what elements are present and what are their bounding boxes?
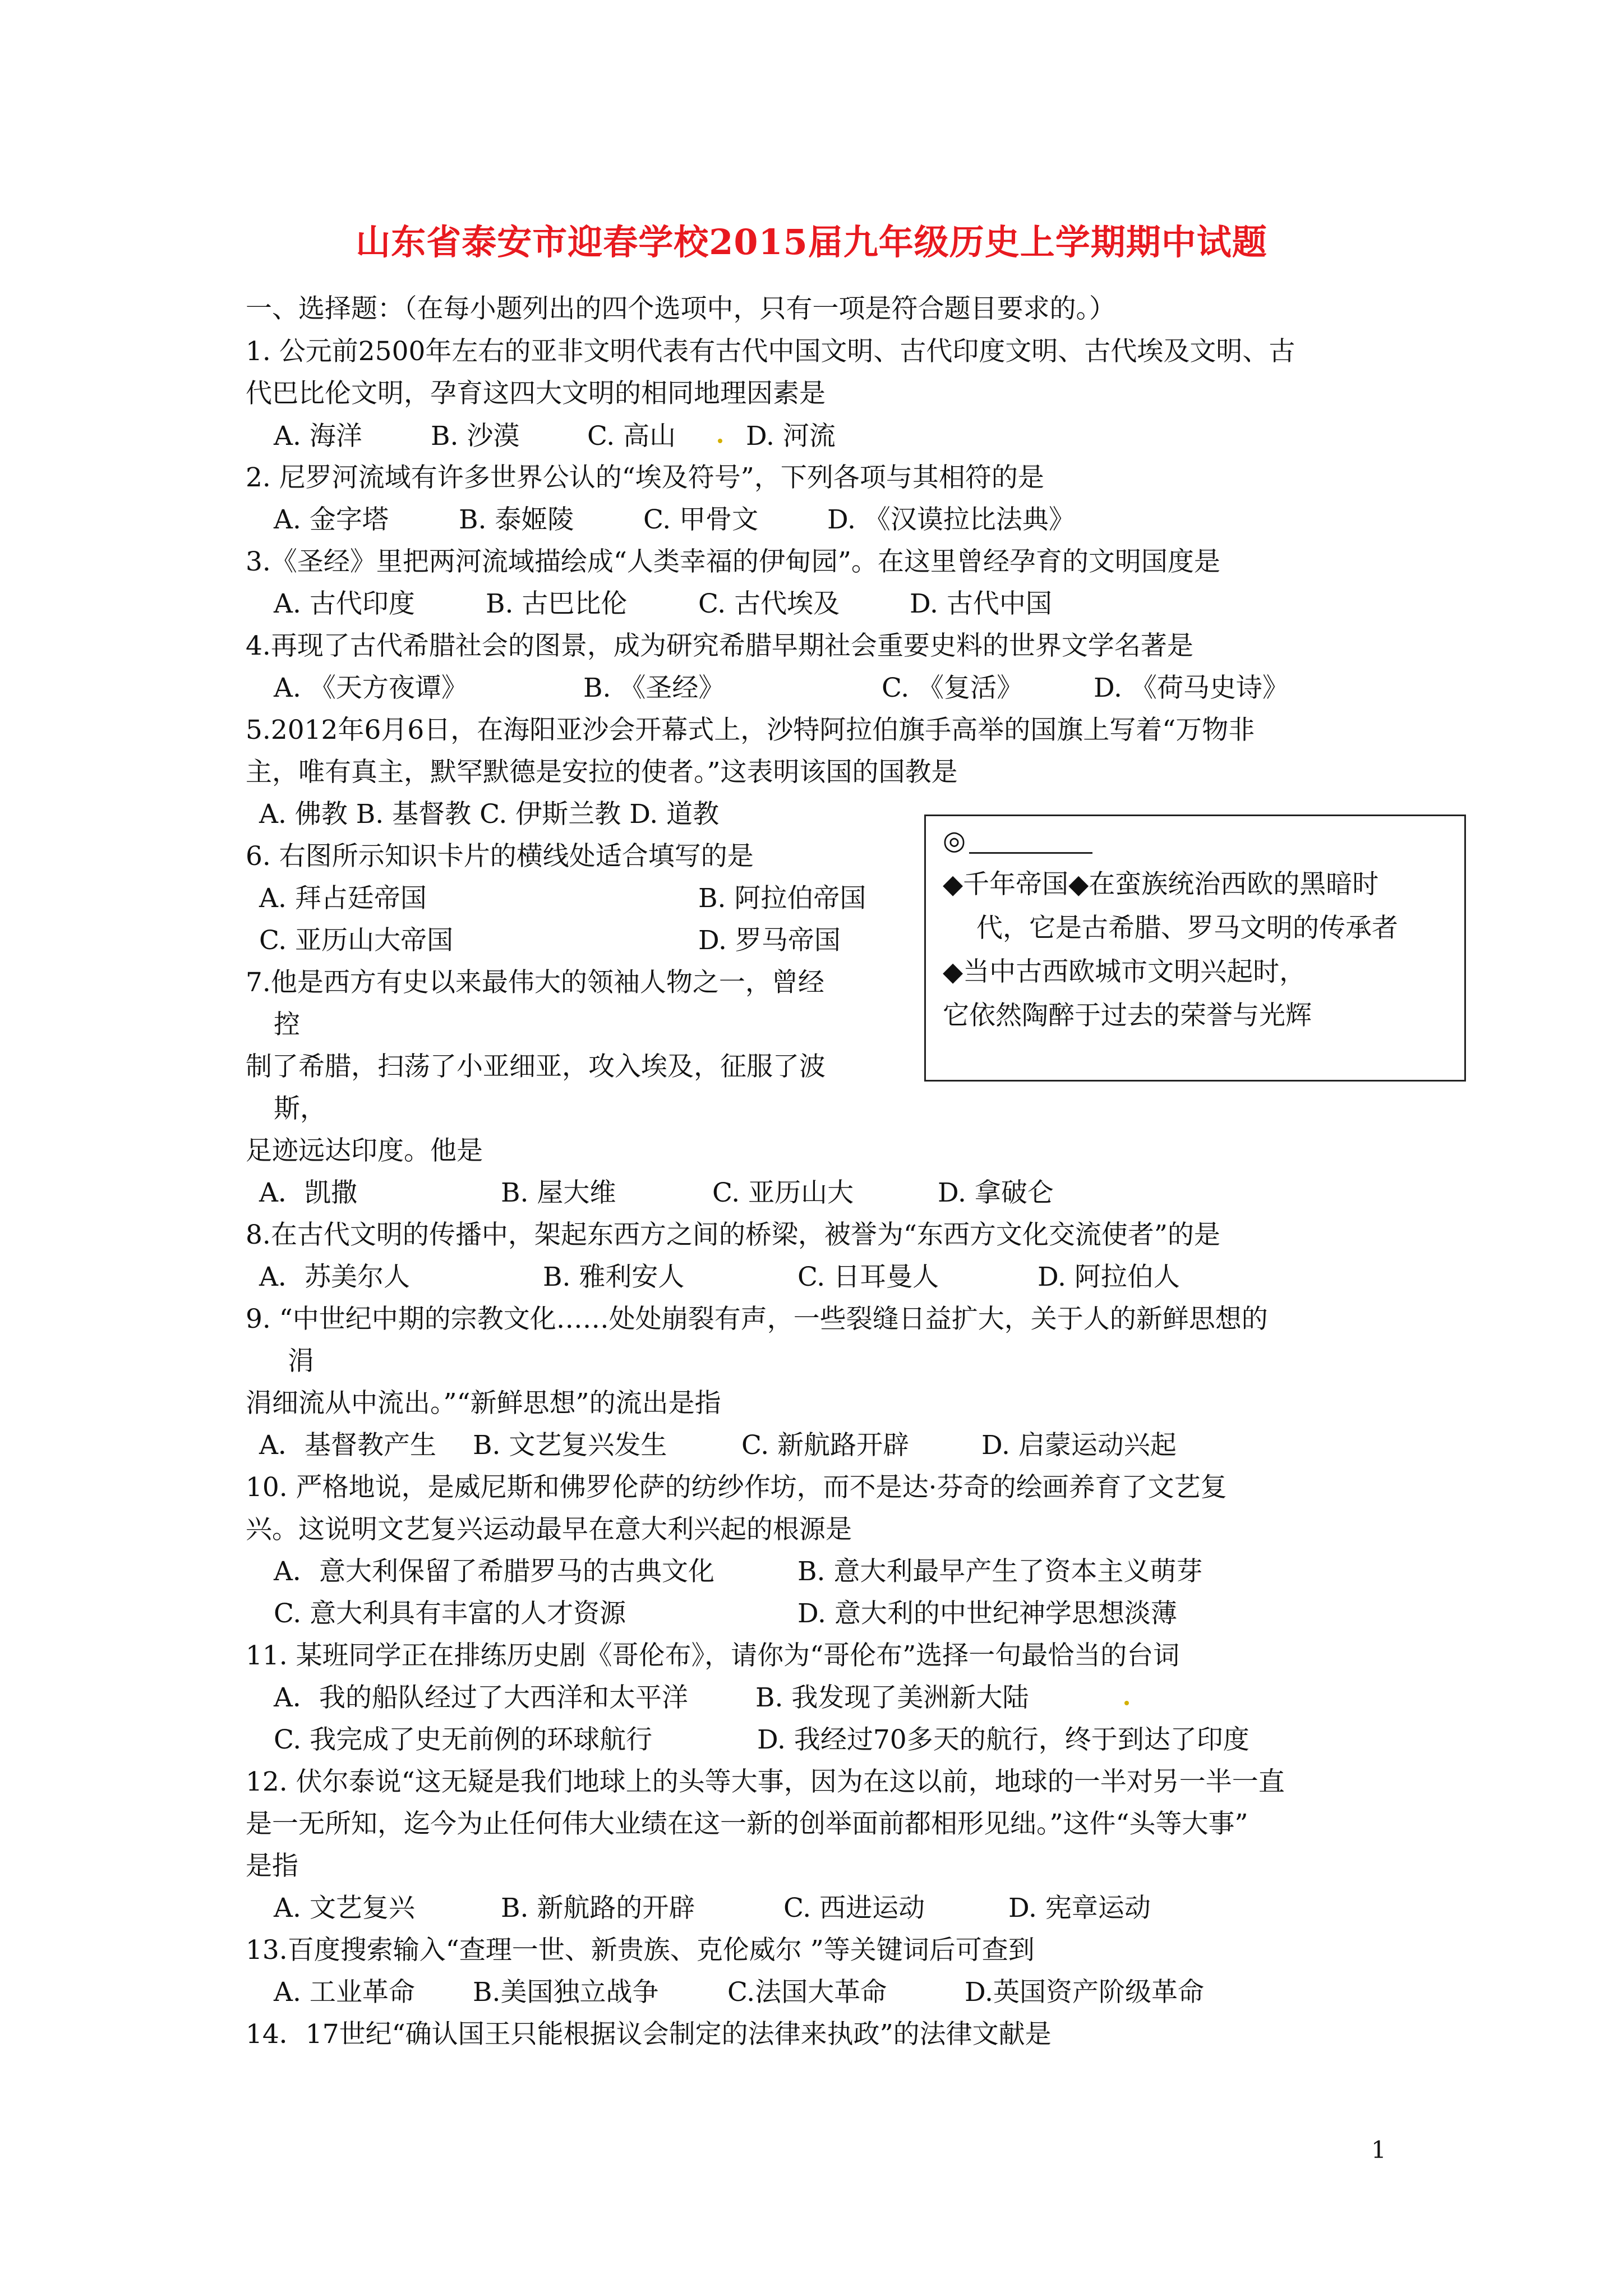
page-number: 1 [1371, 2136, 1386, 2164]
q10-option-c: C. 意大利具有丰富的人才资源 [274, 1598, 626, 1629]
question-12-line-2: 是一无所知，迄今为止任何伟大业绩在这一新的创举面前都相形见绌。”这件“头等大事” [246, 1809, 1248, 1839]
q12-option-b: B. 新航路的开辟 [501, 1893, 695, 1924]
question-1-line-2: 代巴比伦文明，孕育这四大文明的相同地理因素是 [246, 378, 826, 409]
q13-option-b: B.美国独立战争 [473, 1977, 659, 2008]
q8-option-d: D. 阿拉伯人 [1038, 1262, 1180, 1292]
question-14-line-1: 14．17世纪“确认国王只能根据议会制定的法律来执政”的法律文献是 [246, 2019, 1052, 2050]
question-12-line-3: 是指 [246, 1851, 298, 1881]
q12-option-d: D. 宪章运动 [1008, 1893, 1151, 1924]
question-10-line-2: 兴。这说明文艺复兴运动最早在意大利兴起的根源是 [246, 1514, 852, 1545]
question-1-line-1: 1. 公元前2500年左右的亚非文明代表有古代中国文明、古代印度文明、古代埃及文明、古 [246, 336, 1295, 367]
question-13-line-1: 13.百度搜索输入“查理一世、新贵族、克伦威尔 ”等关键词后可查到 [246, 1935, 1035, 1966]
question-7-line-1-wrap: 控 [274, 1009, 300, 1040]
q6-option-b: B. 阿拉伯帝国 [698, 883, 866, 914]
q1-option-d: D. 河流 [746, 421, 836, 452]
q9-option-c: C. 新航路开辟 [741, 1430, 910, 1461]
q1-option-c: C. 高山 [587, 421, 676, 452]
stray-dot-mark [718, 439, 722, 443]
q2-option-a: A. 金字塔 [274, 504, 389, 535]
q7-option-a: A．凯撒 [259, 1177, 357, 1208]
q11-option-c: C. 我完成了史无前例的环球航行 [274, 1724, 653, 1755]
q7-option-d: D. 拿破仑 [938, 1177, 1054, 1208]
q2-option-d: D. 《汉谟拉比法典》 [827, 504, 1075, 535]
knowledge-card [924, 815, 1466, 1082]
card-line-2: 代，它是古希腊、罗马文明的传承者 [976, 913, 1398, 944]
q8-option-c: C. 日耳曼人 [797, 1262, 939, 1292]
q10-option-b: B. 意大利最早产生了资本主义萌芽 [797, 1556, 1203, 1587]
q12-option-a: A. 文艺复兴 [274, 1893, 415, 1924]
q6-option-d: D. 罗马帝国 [698, 925, 841, 956]
question-9-line-2: 涓细流从中流出。”“新鲜思想”的流出是指 [246, 1388, 721, 1419]
q3-option-a: A. 古代印度 [274, 588, 415, 619]
question-9-line-1-wrap: 涓 [288, 1346, 314, 1377]
q5-options: A. 佛教 B. 基督教 C. 伊斯兰教 D. 道教 [259, 799, 720, 830]
q13-option-c: C.法国大革命 [727, 1977, 887, 2008]
card-heading: ◎ [943, 824, 1092, 858]
question-12-line-1: 12. 伏尔泰说“这无疑是我们地球上的头等大事，因为在这以前，地球的一半对另一半一直 [246, 1766, 1285, 1797]
question-5-line-2: 主，唯有真主，默罕默德是安拉的使者。”这表明该国的国教是 [246, 757, 958, 788]
question-7-line-3: 足迹远达印度。他是 [246, 1135, 483, 1166]
q2-option-b: B. 泰姬陵 [459, 504, 574, 535]
q8-option-a: A．苏美尔人 [259, 1262, 410, 1292]
q9-option-a: A．基督教产生 [259, 1430, 436, 1461]
q11-option-d: D. 我经过70多天的航行，终于到达了印度 [757, 1724, 1249, 1755]
question-11-line-1: 11. 某班同学正在排练历史剧《哥伦布》，请你为“哥伦布”选择一句最恰当的台词 [246, 1640, 1180, 1671]
question-5-line-1: 5.2012年6月6日，在海阳亚沙会开幕式上，沙特阿拉伯旗手高举的国旗上写着“万物非 [246, 715, 1255, 746]
card-line-3: ◆当中古西欧城市文明兴起时， [943, 956, 1306, 987]
question-4-line-1: 4.再现了古代希腊社会的图景，成为研究希腊早期社会重要史料的世界文学名著是 [246, 631, 1193, 661]
q13-option-d: D.英国资产阶级革命 [965, 1977, 1204, 2008]
question-7-line-2-wrap: 斯， [274, 1093, 326, 1124]
q10-option-d: D. 意大利的中世纪神学思想淡薄 [797, 1598, 1177, 1629]
section-header: 一、选择题：（在每小题列出的四个选项中，只有一项是符合题目要求的。） [246, 293, 1115, 324]
q4-option-c: C. 《复活》 [882, 673, 1023, 703]
q8-option-b: B. 雅利安人 [543, 1262, 685, 1292]
question-10-line-1: 10. 严格地说，是威尼斯和佛罗伦萨的纺纱作坊，而不是达·芬奇的绘画养育了文艺复 [246, 1472, 1227, 1503]
q13-option-a: A. 工业革命 [274, 1977, 415, 2008]
q4-option-b: B. 《圣经》 [583, 673, 725, 703]
q6-option-c: C. 亚历山大帝国 [259, 925, 454, 956]
question-6-line-1: 6. 右图所示知识卡片的横线处适合填写的是 [246, 841, 754, 872]
q2-option-c: C. 甲骨文 [643, 504, 759, 535]
card-line-1: ◆千年帝国◆在蛮族统治西欧的黑暗时 [943, 869, 1379, 900]
q1-option-a: A. 海洋 [274, 421, 362, 452]
q9-option-b: B. 文艺复兴发生 [473, 1430, 667, 1461]
q12-option-c: C. 西进运动 [783, 1893, 925, 1924]
q11-option-a: A．我的船队经过了大西洋和太平洋 [274, 1682, 688, 1713]
question-7-line-2: 制了希腊，扫荡了小亚细亚，攻入埃及，征服了波 [246, 1051, 826, 1082]
q7-option-c: C. 亚历山大 [712, 1177, 854, 1208]
question-7-line-1: 7.他是西方有史以来最伟大的领袖人物之一，曾经 [246, 967, 824, 998]
card-blank-line [969, 832, 1092, 854]
q1-option-b: B. 沙漠 [431, 421, 520, 452]
stray-dot-mark [1124, 1701, 1129, 1705]
q3-option-b: B. 古巴比伦 [486, 588, 628, 619]
q6-option-a: A. 拜占廷帝国 [259, 883, 427, 914]
q3-option-d: D. 古代中国 [910, 588, 1052, 619]
q9-option-d: D. 启蒙运动兴起 [981, 1430, 1177, 1461]
q4-option-d: D. 《荷马史诗》 [1094, 673, 1289, 703]
question-9-line-1: 9. “中世纪中期的宗教文化……处处崩裂有声，一些裂缝日益扩大，关于人的新鲜思想的 [246, 1304, 1268, 1335]
page-title: 山东省泰安市迎春学校2015届九年级历史上学期期中试题 [356, 222, 1267, 263]
question-2-line-1: 2. 尼罗河流域有许多世界公认的“埃及符号”，下列各项与其相符的是 [246, 462, 1044, 493]
q10-option-a: A．意大利保留了希腊罗马的古典文化 [274, 1556, 714, 1587]
q11-option-b: B. 我发现了美洲新大陆 [755, 1682, 1029, 1713]
q7-option-b: B. 屋大维 [501, 1177, 616, 1208]
question-3-line-1: 3.《圣经》里把两河流域描绘成“人类幸福的伊甸园”。在这里曾经孕育的文明国度是 [246, 546, 1220, 577]
q3-option-c: C. 古代埃及 [698, 588, 840, 619]
card-line-4: 它依然陶醉于过去的荣誉与光辉 [943, 1000, 1312, 1031]
question-8-line-1: 8.在古代文明的传播中，架起东西方之间的桥梁，被誉为“东西方文化交流使者”的是 [246, 1220, 1220, 1250]
q4-option-a: A. 《天方夜谭》 [274, 673, 468, 703]
